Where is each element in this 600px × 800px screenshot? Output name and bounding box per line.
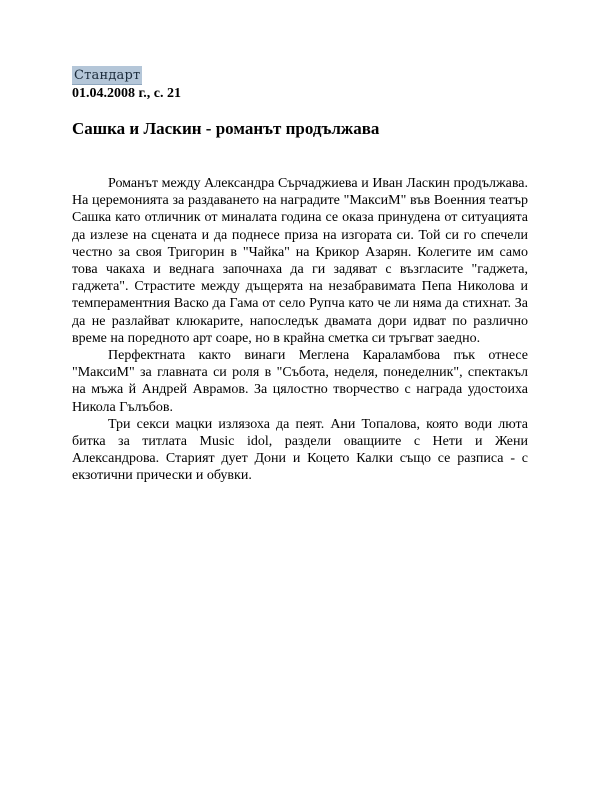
article-paragraph-3: Три секси мацки излязоха да пеят. Ани Топалова, която води люта битка за титлата Music idol, раздели оващиите с Нети и Жени Александрова. Старият дует Дони и Коцето Калки също се разписа - с екзотични прически и обувки. — [72, 416, 528, 484]
newspaper-logo: Стандарт — [74, 68, 141, 83]
article-paragraph-1: Романът между Александра Сърчаджиева и Иван Ласкин продължава. На церемонията за раздаването на наградите "МаксиМ" във Военния театър Сашка като отличник от миналата година се оказа принудена от ситуацията да излезе на сцената и да поднесе приза на изгората си. Той си го спечели честно за своя Тригорин в "Чайка" на Крикор Азарян. Колегите им само това чакаха и веднага започнаха да ги задяват с възгласите "гаджета, гаджета". Страстите между дъщерята на незабравимата Пепа Николова и темпераментния Васко да Гама от село Рупча като че ли няма да стихнат. За да не разлайват клюкарите, напоследък двамата дори идват по различно време на поредното арт соаре, но в крайна сметка си тръгват заедно. — [72, 176, 528, 346]
article-paragraph-2: Перфектната както винаги Меглена Караламбова пък отнесе "МаксиМ" за главната си роля в "Събота, неделя, понеделник", спектакъл на мъжа й Андрей Аврамов. За цялостно творчество с награда удостоиха Никола Гълъбов. — [72, 348, 528, 415]
document-page — [72, 66, 528, 485]
article-body — [72, 175, 528, 485]
publication-date-page: 01.04.2008 г., с. 21 — [72, 86, 181, 101]
article-title: Сашка и Ласкин - романът продължава — [72, 119, 380, 138]
